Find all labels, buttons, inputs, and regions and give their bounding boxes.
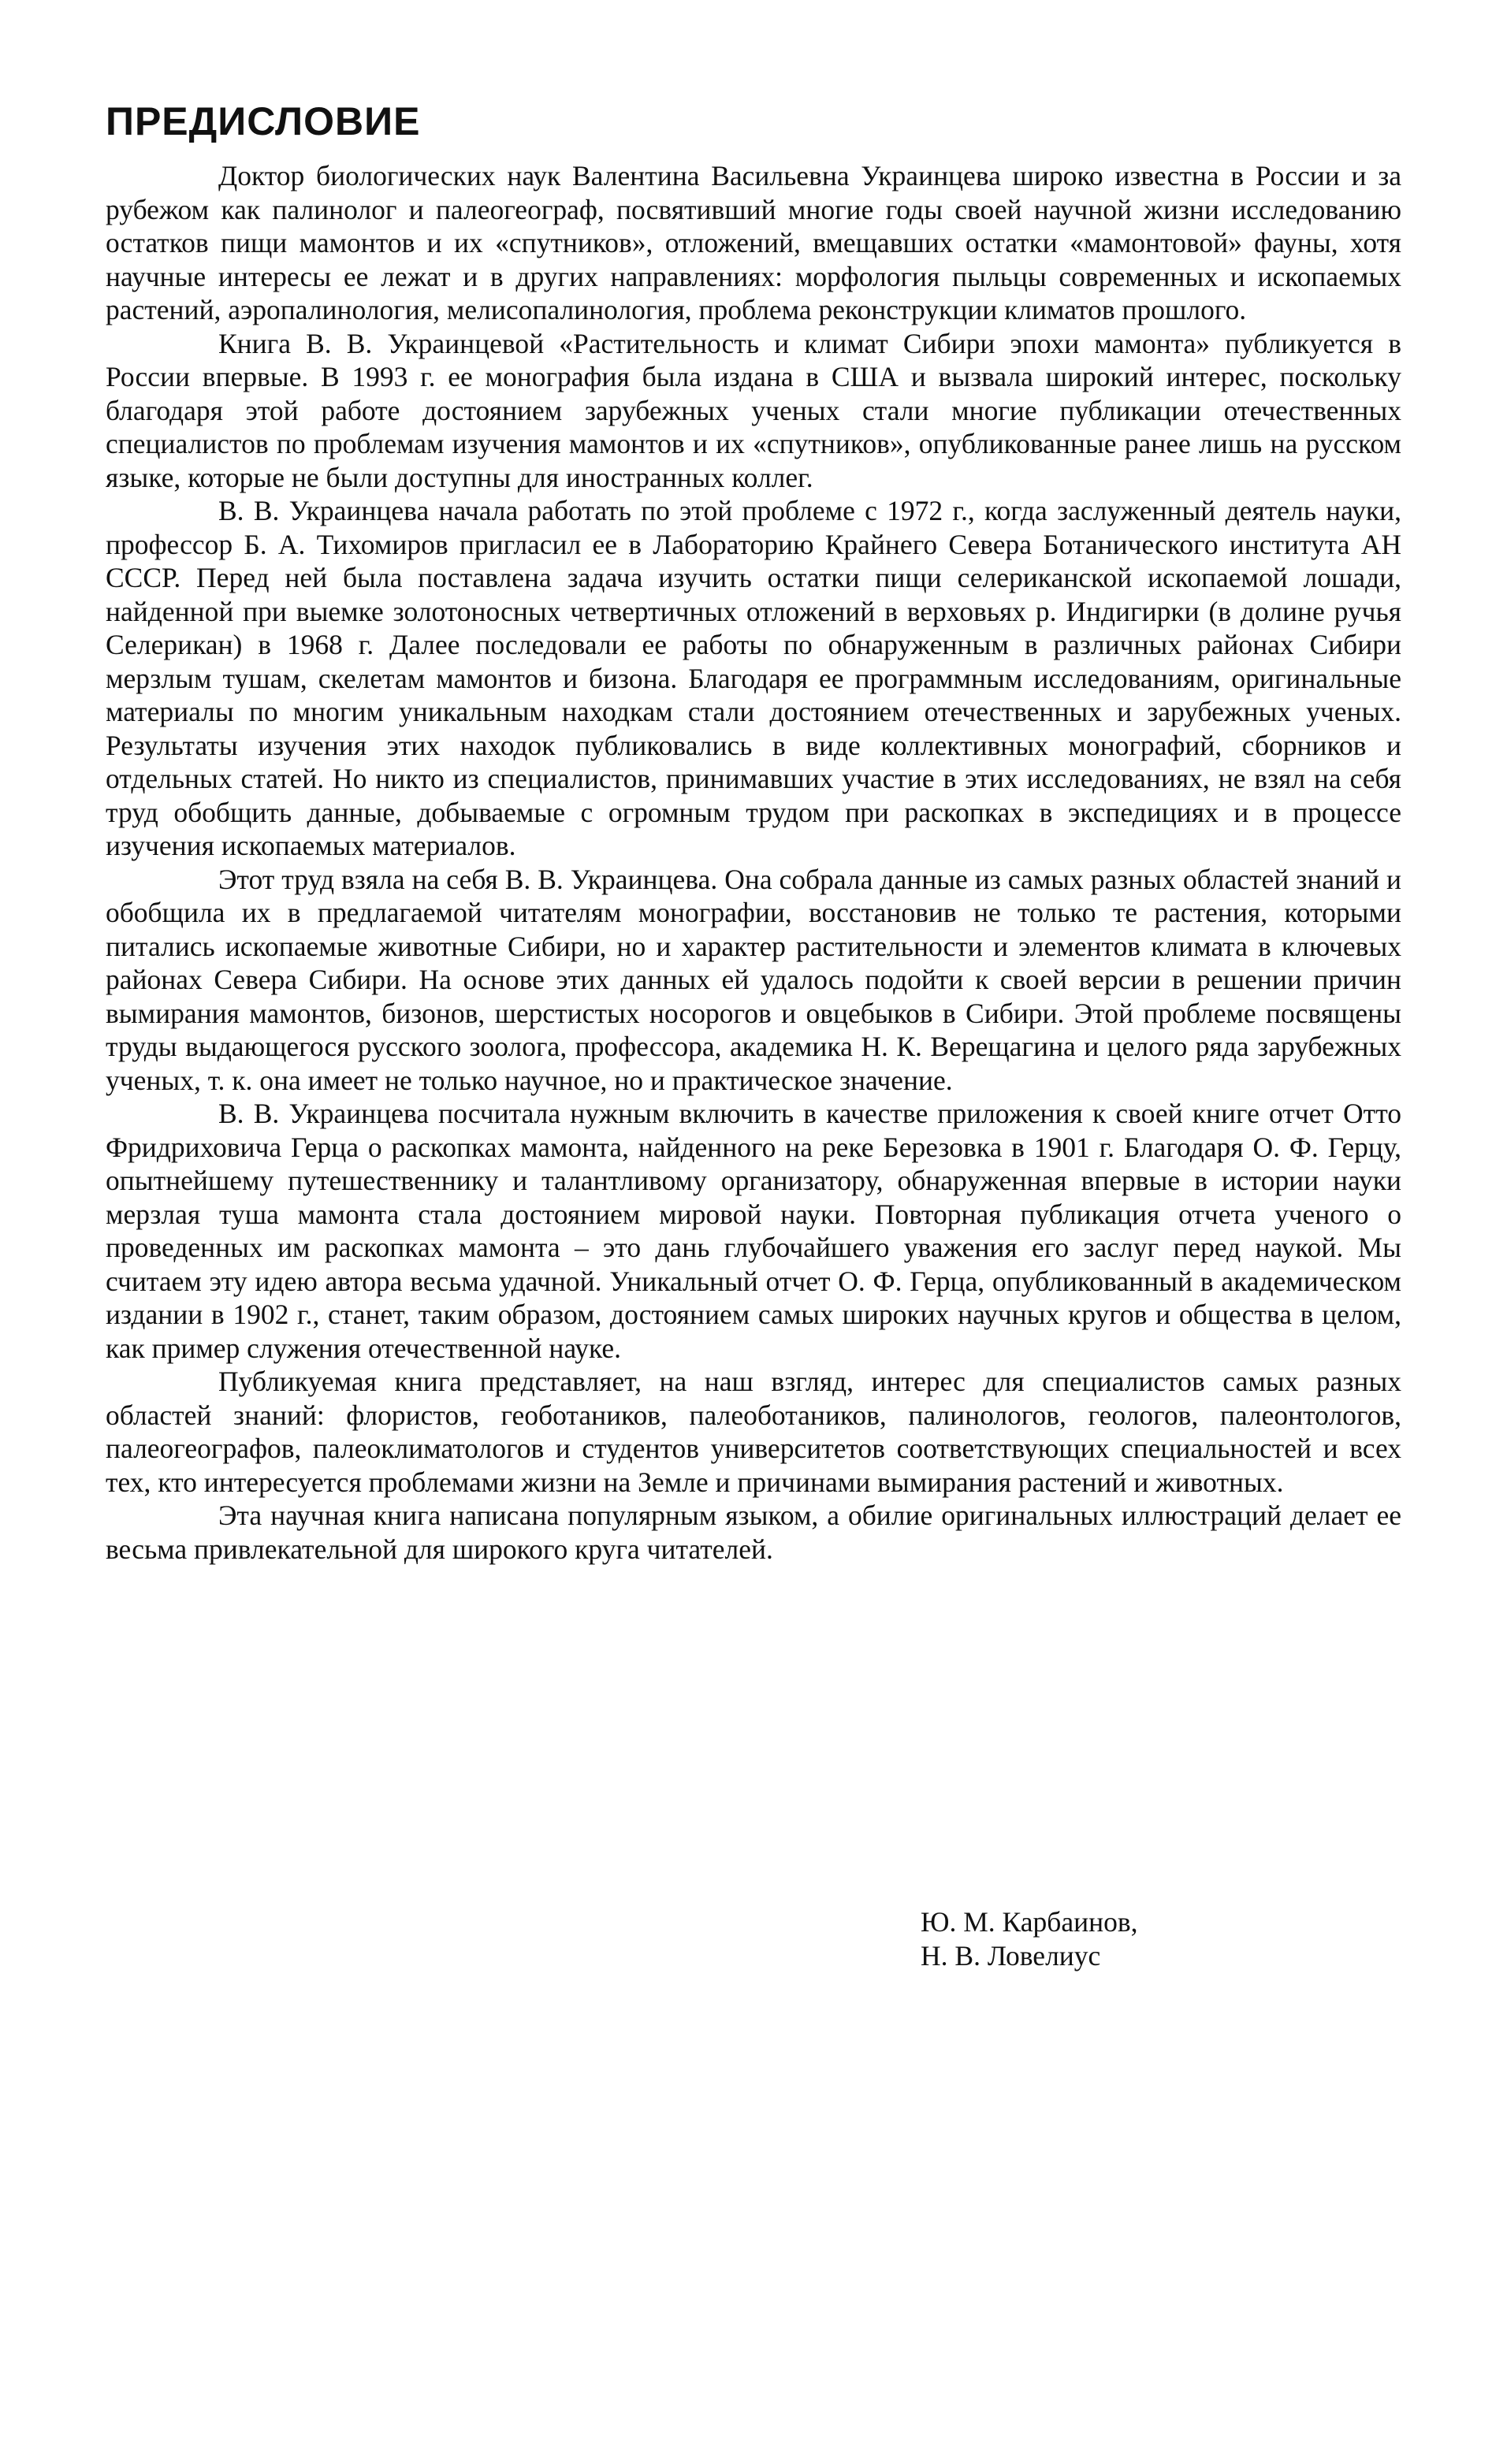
page-title: ПРЕДИСЛОВИЕ <box>106 99 421 143</box>
signature-block <box>921 1905 1137 1973</box>
page-content <box>106 95 1401 1566</box>
paragraph-5: В. В. Украинцева посчитала нужным включить в качестве приложения к своей книге отчет Отто Фридриховича Герца о раскопках мамонта, найденного на реке Березовка в 1901 г. Благодаря О. Ф. Герцу, опытнейшему путешественнику и талантливому организатору, обнаруженная впервые в истории науки мерзлая туша мамонта стала достоянием мировой науки. Повторная публикация отчета ученого о проведенных им раскопках мамонта – это дань глубочайшего уважения его заслуг перед наукой. Мы считаем эту идею автора весьма удачной. Уникальный отчет О. Ф. Герца, опубликованный в академическом издании в 1902 г., станет, таким образом, достоянием самых широких научных кругов и общества в целом, как пример служения отечественной науке. <box>106 1098 1401 1364</box>
paragraph-4: Этот труд взяла на себя В. В. Украинцева. Она собрала данные из самых разных областей знаний и обобщила их в предлагаемой читателям монографии, восстановив не только те растения, которыми питались ископаемые животные Сибири, но и характер растительности и элементов климата в ключевых районах Севера Сибири. На основе этих данных ей удалось подойти к своей версии в решении причин вымирания мамонтов, бизонов, шерстистых носорогов и овцебыков в Сибири. Этой проблеме посвящены труды выдающегося русского зоолога, профессора, академика Н. К. Верещагина и целого ряда зарубежных ученых, т. к. она имеет не только научное, но и практическое значение. <box>106 863 1401 1096</box>
signature-author-2: Н. В. Ловелиус <box>921 1940 1101 1972</box>
paragraph-6: Публикуемая книга представляет, на наш взгляд, интерес для специалистов самых разных областей знаний: флористов, геоботаников, палеоботаников, палинологов, геологов, палеонтологов, палеогеографов, палеоклиматологов и студентов университетов соответствующих специальностей и всех тех, кто интересуется проблемами жизни на Земле и причинами вымирания растений и животных. <box>106 1366 1401 1498</box>
signature-author-1: Ю. М. Карбаинов, <box>921 1906 1138 1938</box>
paragraph-3: В. В. Украинцева начала работать по этой проблеме с 1972 г., когда заслуженный деятель науки, профессор Б. А. Тихомиров пригласил ее в Лабораторию Крайнего Севера Ботанического института АН СССР. Перед ней была поставлена задача изучить остатки пищи селериканской ископаемой лошади, найденной при выемке золотоносных четвертичных отложений в верховьях р. Индигирки (в долине ручья Селерикан) в 1968 г. Далее последовали ее работы по обнаруженным в различных районах Сибири мерзлым тушам, скелетам мамонтов и бизона. Благодаря ее программным исследованиям, оригинальные материалы по многим уникальным находкам стали достоянием отечественных и зарубежных ученых. Результаты изучения этих находок публиковались в виде коллективных монографий, сборников и отдельных статей. Но никто из специалистов, принимавших участие в этих исследованиях, не взял на себя труд обобщить данные, добываемые с огромным трудом при раскопках в экспедициях и в процессе изучения ископаемых материалов. <box>106 495 1401 861</box>
paragraph-7: Эта научная книга написана популярным языком, а обилие оригинальных иллюстраций делает ее весьма привлекательной для широкого круга читателей. <box>106 1500 1401 1565</box>
paragraph-2: Книга В. В. Украинцевой «Растительность и климат Сибири эпохи мамонта» публикуется в России впервые. В 1993 г. ее монография была издана в США и вызвала широкий интерес, поскольку благодаря этой работе достоянием зарубежных ученых стали многие публикации отечественных специалистов по проблемам изучения мамонтов и их «спутников», опубликованные ранее лишь на русском языке, которые не были доступны для иностранных коллег. <box>106 327 1401 493</box>
paragraph-1: Доктор биологических наук Валентина Васильевна Украинцева широко известна в России и за рубежом как палинолог и палеогеограф, посвятивший многие годы своей научной жизни исследованию остатков пищи мамонтов и их «спутников», отложений, вмещавших остатки «мамонтовой» фауны, хотя научные интересы ее лежат и в других направлениях: морфология пыльцы современных и ископаемых растений, аэропалинология, мелисопалинология, проблема реконструкции климатов прошлого. <box>106 160 1401 325</box>
